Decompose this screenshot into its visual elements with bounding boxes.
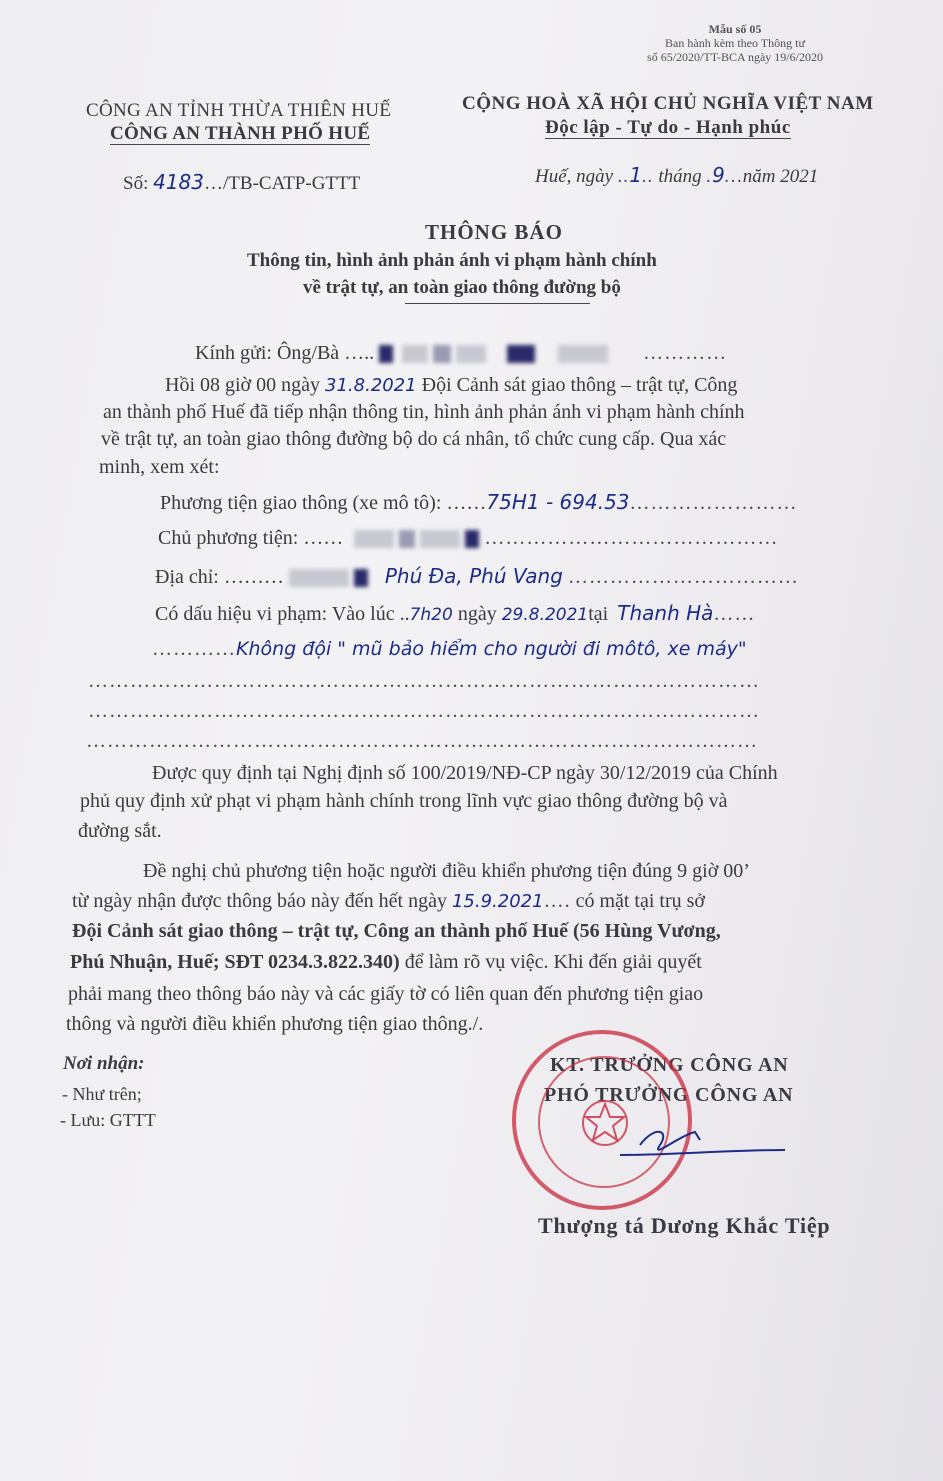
para1-line2: an thành phố Huế đã tiếp nhận thông tin, hình ảnh phản ánh vi phạm hành chính	[103, 401, 745, 423]
para1-line3: về trật tự, an toàn giao thông đường bộ do cá nhân, tổ chức cung cấp. Qua xác	[101, 428, 727, 450]
document-subtitle-1: Thông tin, hình ảnh phản ánh vi phạm hành chính	[247, 250, 657, 271]
recipient-item-2: - Lưu: GTTT	[60, 1110, 156, 1130]
vehicle-field: Phương tiện giao thông (xe mô tô): ……75H1 - 694.53……………………	[160, 490, 798, 514]
title-underline	[405, 303, 590, 304]
document-subtitle-2: về trật tự, an toàn giao thông đường bộ	[303, 277, 621, 298]
signature-title-2: PHÓ TRƯỞNG CÔNG AN	[544, 1084, 794, 1106]
deadline-date: 15.9.2021	[451, 891, 544, 912]
blank-line-2: ……………………………………………………………………………………	[88, 700, 760, 722]
vehicle-plate: 75H1 - 694.53	[486, 490, 630, 514]
violation-field: Có dấu hiệu vi phạm: Vào lúc ..7h20 ngày 29.8.2021tại Thanh Hà……	[155, 601, 756, 625]
para3-line3: Đội Cảnh sát giao thông – trật tự, Công an thành phố Huế (56 Hùng Vương,	[72, 920, 721, 942]
address-value: Phú Đa, Phú Vang	[384, 564, 563, 588]
signature-title-1: KT. TRƯỞNG CÔNG AN	[550, 1054, 789, 1076]
document-number	[123, 170, 360, 195]
agency-name: CÔNG AN TỈNH THỪA THIÊN HUẾ	[86, 100, 392, 121]
para3-line1: Đề nghị chủ phương tiện hoặc người điều khiển phương tiện đúng 9 giờ 00’	[143, 860, 750, 882]
handwritten-signature	[600, 1110, 790, 1170]
blank-line-1: ……………………………………………………………………………………	[88, 670, 760, 692]
report-date: 31.8.2021	[325, 375, 417, 396]
violation-description: …………Không đội " mũ bảo hiểm cho người đi môtô, xe máy"	[152, 638, 747, 660]
recipient-item-1: - Như trên;	[62, 1084, 142, 1104]
country-name: CỘNG HOÀ XÃ HỘI CHỦ NGHĨA VIỆT NAM	[462, 93, 874, 114]
para3-line5: phải mang theo thông báo này và các giấy tờ có liên quan đến phương tiện giao	[68, 983, 704, 1005]
number-handwritten: 4183	[153, 170, 205, 194]
violation-place: Thanh Hà	[617, 601, 714, 625]
form-number-line2: số 65/2020/TT-BCA ngày 19/6/2020	[647, 50, 823, 64]
number-suffix: …/TB-CATP-GTTT	[204, 173, 361, 194]
para1-line4: minh, xem xét:	[99, 456, 220, 478]
unit-name: CÔNG AN THÀNH PHỐ HUẾ	[110, 123, 371, 144]
owner-field: Chủ phương tiện: …… ……………………………………	[158, 527, 779, 549]
form-number-line1: Ban hành kèm theo Thông tư	[665, 36, 805, 50]
recipients-title: Nơi nhận:	[63, 1053, 145, 1074]
issue-month: 9	[712, 163, 725, 187]
form-number	[620, 22, 850, 64]
blank-line-3: ……………………………………………………………………………………	[86, 730, 758, 752]
para2-line2: phủ quy định xử phạt vi phạm hành chính trong lĩnh vực giao thông đường bộ và	[80, 790, 728, 812]
para3-line6: thông và người điều khiển phương tiện giao thông./.	[66, 1013, 484, 1035]
recipient-line: Kính gửi: Ông/Bà ….. …………	[195, 342, 728, 364]
issue-date: Huế, ngày ..1.. tháng .9…năm 2021	[535, 163, 819, 187]
motto: Độc lập - Tự do - Hạnh phúc	[545, 117, 791, 138]
document-title: THÔNG BÁO	[425, 220, 563, 244]
issue-day: 1	[629, 163, 643, 187]
para1-line1: Hồi 08 giờ 00 ngày 31.8.2021 Đội Cảnh sát giao thông – trật tự, Công	[165, 374, 738, 396]
para2-line3: đường sắt.	[78, 820, 162, 842]
form-number-title: Mẫu số 05	[708, 22, 762, 36]
number-label: Số:	[123, 173, 149, 194]
violation-time: 7h20	[409, 605, 453, 625]
para3-line4: Phú Nhuận, Huế; SĐT 0234.3.822.340) để làm rõ vụ việc. Khi đến giải quyết	[70, 951, 702, 973]
address-field: Địa chỉ: ……… Phú Đa, Phú Vang ……………………………	[155, 564, 799, 588]
signer-name: Thượng tá Dương Khắc Tiệp	[538, 1213, 831, 1238]
para2-line1: Được quy định tại Nghị định số 100/2019/NĐ-CP ngày 30/12/2019 của Chính	[152, 762, 778, 784]
violation-date: 29.8.2021	[501, 605, 589, 625]
para3-line2: từ ngày nhận được thông báo này đến hết ngày 15.9.2021…. có mặt tại trụ sở	[72, 890, 705, 912]
